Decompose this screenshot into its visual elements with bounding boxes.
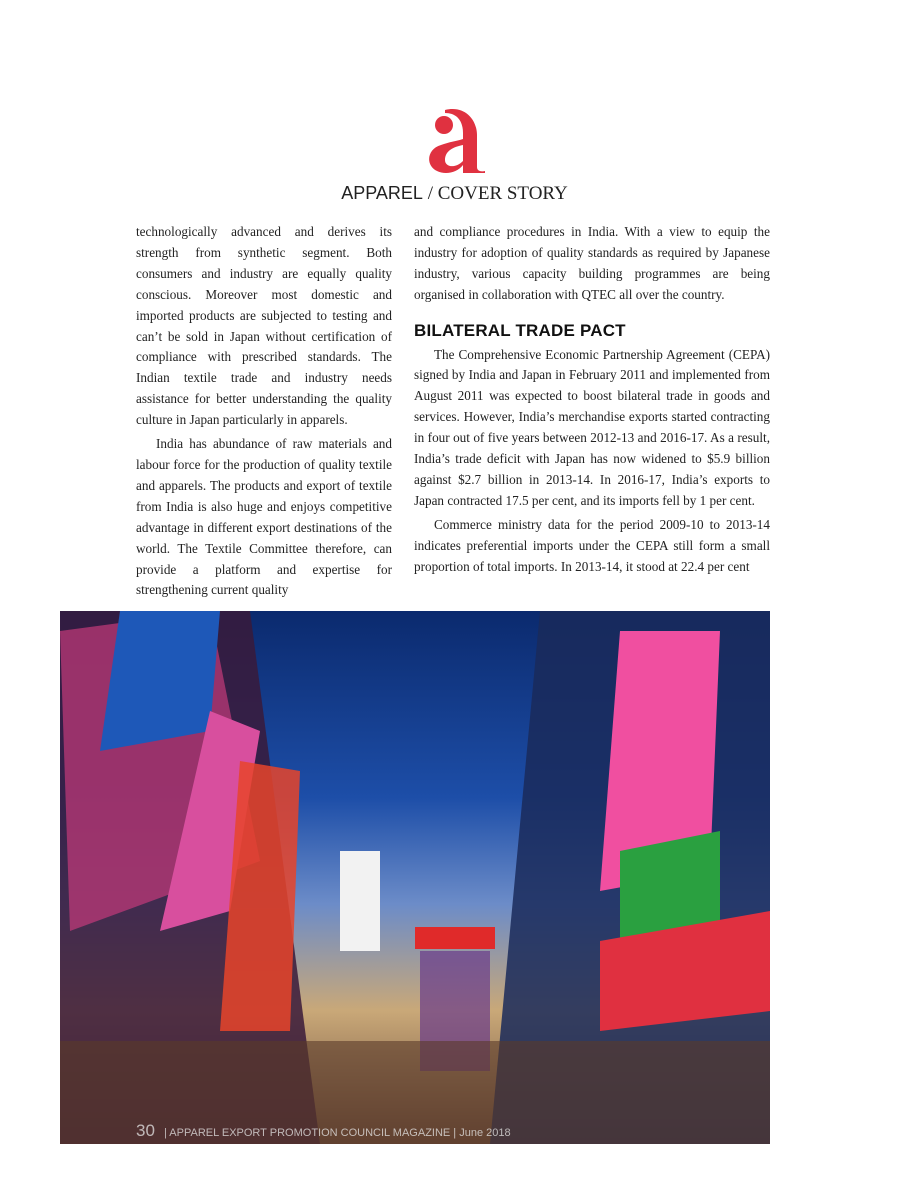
column-right — [414, 222, 770, 578]
publication-info: | APPAREL EXPORT PROMOTION COUNCIL MAGAZINE | June 2018 — [163, 1127, 511, 1139]
paragraph: technologically advanced and derives its strength from synthetic segment. Both consumers and industry are equally quality conscious. Moreover most domestic and imported products are subjected to testing and can’t be sold in Japan without certification of compliance with prescribed standards. The Indian textile trade and industry needs assistance for better understanding the quality culture in Japan particularly in apparels. — [136, 224, 392, 428]
column-left — [136, 222, 392, 601]
paragraph: India has abundance of raw materials and labour force for the production of quality textile and apparels. The products and export of textile from India is also huge and enjoys competitive advantage in different export destinations of the world. The Textile Committee therefore, can provide a platform and expertise for strengthening current quality — [136, 436, 392, 598]
paragraph: Commerce ministry data for the period 2009-10 to 2013-14 indicates preferential imports under the CEPA still form a small proportion of total imports. In 2013-14, it stood at 22.4 per cent — [414, 516, 770, 574]
section-title — [0, 183, 909, 205]
paragraph: The Comprehensive Economic Partnership Agreement (CEPA) signed by India and Japan in February 2011 and implemented from August 2011 was expected to boost bilateral trade in goods and services. However, India’s merchandise exports started contracting in four out of five years between 2012-13 and 2016-17. As a result, India’s trade deficit with Japan has now widened to $5.9 billion against $2.7 billion in 2013-14. In 2016-17, India’s exports to Japan contracted 17.5 per cent, and its imports fell by 1 per cent. — [414, 346, 770, 508]
section-label: APPAREL — [341, 183, 423, 203]
page-number: 30 — [136, 1121, 155, 1140]
akihabara-street-photo — [60, 611, 770, 1144]
page-footer — [136, 1121, 511, 1141]
paragraph: and compliance procedures in India. With a view to equip the industry for adoption of quality standards as required by Japanese industry, various capacity building programmes are being organised in collaboration with QTEC all over the country. — [414, 224, 770, 302]
subheading: BILATERAL TRADE PACT — [414, 320, 626, 340]
magazine-logo — [415, 105, 495, 175]
section-sub: / COVER STORY — [427, 183, 568, 204]
photo-illustration — [60, 611, 770, 1144]
